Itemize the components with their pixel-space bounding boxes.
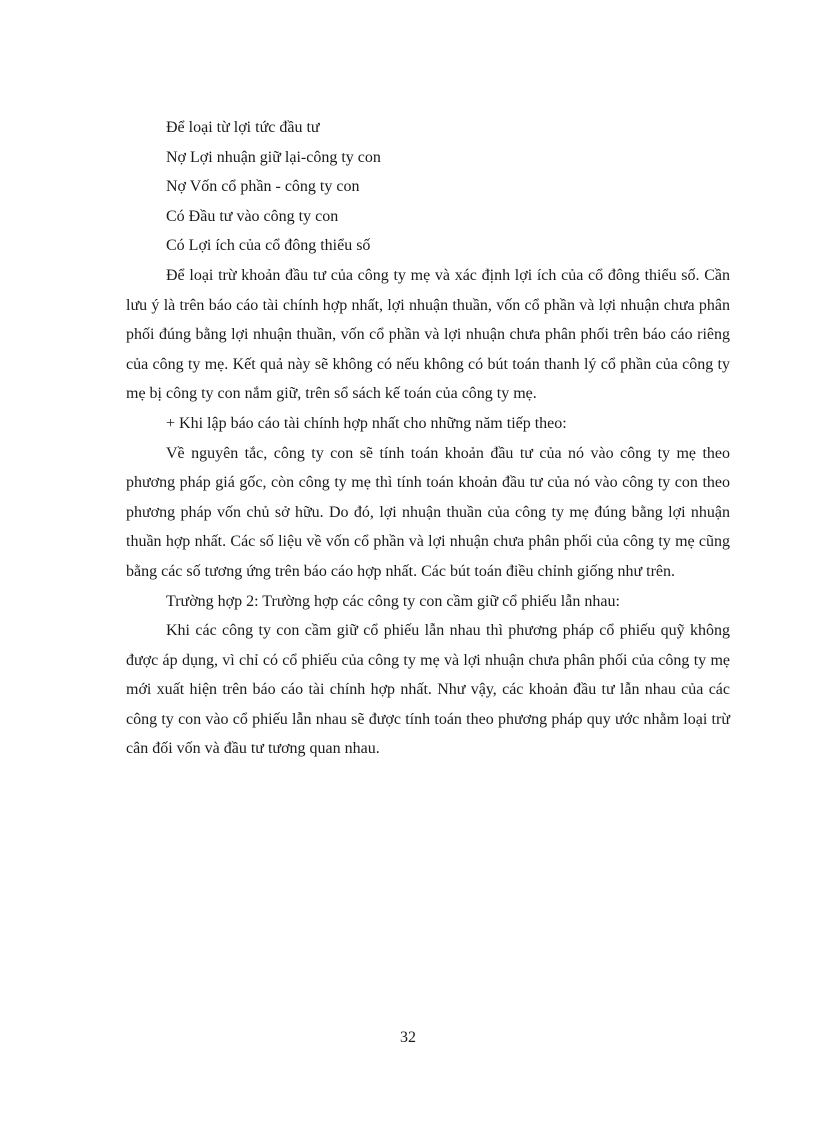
page-body [126, 113, 730, 764]
page-number: 32 [400, 1029, 416, 1046]
body-line: Để loại từ lợi tức đầu tư [166, 119, 320, 136]
body-line: Có Lợi ích của cổ đông thiểu số [166, 237, 371, 255]
body-line: Nợ Lợi nhuận giữ lại-công ty con [166, 148, 381, 166]
body-paragraph: + Khi lập báo cáo tài chính hợp nhất cho những năm tiếp theo: [166, 414, 567, 432]
body-line: Có Đầu tư vào công ty con [166, 207, 339, 225]
body-paragraph: Trường hợp 2: Trường hợp các công ty con cầm giữ cổ phiếu lẫn nhau: [166, 592, 620, 610]
body-paragraph: Để loại trừ khoản đầu tư của công ty mẹ và xác định lợi ích của cổ đông thiểu số. Cần lưu ý là trên báo cáo tài chính hợp nhất, lợi nhuận thuần, vốn cổ phần và lợi nhuận chưa phân phối đúng bằng lợi nhuận thuần, vốn cổ phần và lợi nhuận chưa phân phối trên báo cáo riêng của công ty mẹ. Kết quả này sẽ không có nếu không có bút toán thanh lý cổ phần của công ty mẹ bị công ty con nắm giữ, trên sổ sách kế toán của công ty mẹ. [126, 266, 730, 403]
body-paragraph: Khi các công ty con cầm giữ cổ phiếu lẫn nhau thì phương pháp cổ phiếu quỹ không được áp dụng, vì chỉ có cổ phiếu của công ty mẹ và lợi nhuận chưa phân phối của công ty mẹ mới xuất hiện trên báo cáo tài chính hợp nhất. Như vậy, các khoản đầu tư lẫn nhau của các công ty con vào cổ phiếu lẫn nhau sẽ được tính toán theo phương pháp quy ước nhằm loại trừ cân đối vốn và đầu tư tương quan nhau. [126, 622, 730, 758]
body-paragraph: Về nguyên tắc, công ty con sẽ tính toán khoản đầu tư của nó vào công ty mẹ theo phương pháp giá gốc, còn công ty mẹ thì tính toán khoản đầu tư của nó vào công ty con theo phương pháp vốn chủ sở hữu. Do đó, lợi nhuận thuần của công ty mẹ đúng bằng lợi nhuận thuần hợp nhất. Các số liệu về vốn cổ phần và lợi nhuận chưa phân phối của công ty mẹ cũng bằng các số tương ứng trên báo cáo hợp nhất. Các bút toán điều chỉnh giống như trên. [126, 444, 730, 580]
body-line: Nợ Vốn cổ phần - công ty con [166, 178, 360, 196]
